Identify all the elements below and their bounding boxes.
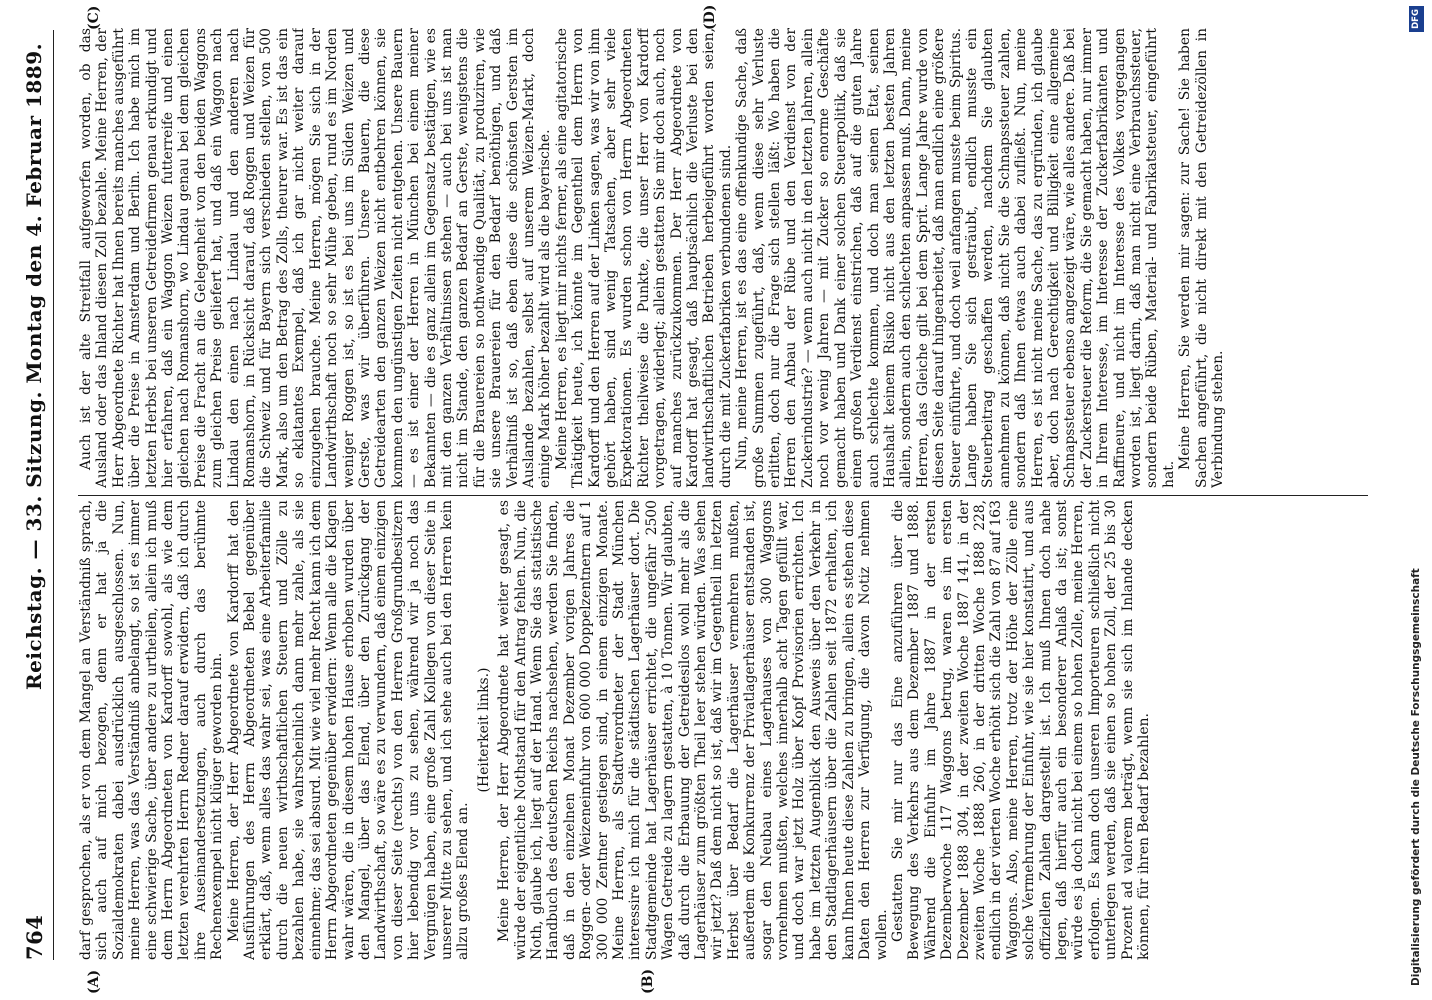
paragraph: Nun, meine Herren, ist es das eine offenkundige Sache, daß große Summen zugeführt, daß, wenn diese sehr Verluste erlitten, doch nur die Frage sich stellen läßt: Wo haben die Herren den Anbau der Rübe und den Verdienst von der Zuckerindustrie? — wenn auch nicht in den letzten Jahren, allein noch vor wenig Jahren — mit Zucker so enorme Geschäfte gemacht haben und Dank einer solchen Steuerpolitik, daß sie einen großen Verdienst einstrichen, daß auf die guten Jahre auch schlechte kommen, und doch man seinen Etat, seinen Haushalt keinem Risiko nicht aus den letzten besten Jahren allein, sondern auch den schlechten anpassen muß. Dann, meine Herren, das Gleiche gilt bei dem Sprit. Lange Jahre wurde von diesen Seite darauf hingearbeitet, daß man endlich eine größere Steuer einführte, und doch weil anfangen musste beim Spiritus. Lange haben Sie sich gesträubt, endlich musste ein Steuerbeitrag geschaffen werden, nachdem Sie glaubten annehmen zu können, daß nicht Sie die Schnapssteuer zahlen, sondern daß Ihnen etwas auch dabei zufließt. Nun, meine Herren, es ist nicht meine Sache, das zu ergründen, ich glaube aber, doch nach Gerechtigkeit und Billigkeit eine allgemeine Schnapssteuer ebenso angezeigt wäre, wie alles andere. Daß bei der Zuckersteuer die Reform, die Sie gemacht haben, nur immer in Ihrem Interesse, im Interesse der Zuckerfabrikanten und Raffineure, und nicht im Interesse des Volkes vorgegangen worden ist, liegt darin, daß man nicht eine Verbrauchssteuer, sondern beide Rüben, Material- und Fabrikatsteuer, eingeführt hat.	[734, 28, 1177, 488]
paragraph: Meine Herren, es liegt mir nichts ferner, als eine agitatorische Thätigkeit heute, ich könnte im Gegentheil dem Herrn von Kardorff und den Herren auf der Linken sagen, was wir von ihm gehört haben, sind wenig Tatsachen, aber sehr viele Expektorationen. Es wurden schon von Herrn Abgeordneten Richter theilweise die Punkte, die unser Herr von Kardorff vorgetragen, widerlegt; allein gestatten Sie mir doch auch, noch auf manches zurückzukommen. Der Herr Abgeordnete von Kardorff hat gesagt, daß hauptsächlich die Verluste bei den landwirthschaftlichen Betrieben herbeigeführt worden seien, durch die mit Zuckerfabriken verbundenen sind.	[553, 28, 734, 488]
left-column	[78, 500, 1368, 960]
paragraph: Meine Herren, Sie werden mir sagen: zur Sache! Sie haben Sachen angeführt, die nicht direkt mit den Getreidezöllen in Verbindung stehen.	[1177, 28, 1227, 488]
margin-marker-b: (B)	[640, 968, 656, 994]
paragraph: Meine Herren, der Herr Abgeordnete hat weiter gesagt, es würde der eigentliche Nothstand für den Antrag fehlen. Nun, die Noth, glaube ich, liegt auf der Hand. Wenn Sie das statistische Handbuch des deutschen Reichs nachsehen, werden Sie finden, daß in den einzelnen Monat Dezember vorigen Jahres die Roggen- oder Weizeneinfuhr von 600 000 Doppelzentnern auf 1 300 000 Zentner gestiegen sind, in einem einzigen Monate. Meine Herren, als Stadtverordneter der Stadt München interessire ich mich für die städtischen Lagerhäuser dort. Die Stadtgemeinde hat Lagerhäuser errichtet, die ungefähr 2500 Wagen Getreide zu lagern gestatten, à 10 Tonnen. Wir glaubten, daß durch die Erbauung der Getreidesilos wohl mehr als die Lagerhäuser zum größten Theil leer stehen würden. Was sehen wir jetzt? Daß dem nicht so ist, daß wir im Gegentheil im letzten Herbst über Bedarf die Lagerhäuser vermehren mußten, außerdem die Konkurrenz der Privatlagerhäuser entstanden ist, sogar den Neubau eines Lagerhauses von 300 Waggons vornehmen mußten, welches innerhalb acht Tagen gefüllt war, und doch war jetzt Holz über Kopf Provisorien errichten. Ich habe im letzten Augenblick den Ausweis über den Verkehr in den Stadtlagerhäusern über die Zahlen seit 1872 erhalten, ich kann Ihnen heute diese Zahlen zu bringen, allein es stehen diese Daten den Herren zur Verfügung, die davon Notiz nehmen wollen.	[496, 500, 890, 960]
dfg-logo: DFG	[1409, 6, 1424, 32]
paragraph: Meine Herren, der Herr Abgeordnete von Kardorff hat den Ausführungen des Herrn Abgeordneten Bebel gegenüber erklärt, daß, wenn alles das wahr sei, was eine Arbeiterfamilie durch die neuen wirthschaftlichen Steuern und Zölle zu bezahlen habe, sie wahrscheinlich dann mehr zahle, als sie einnehme; das sei absurd. Mit wie viel mehr Recht kann ich dem Herrn Abgeordneten gegenüber erwidern: Wenn alle die Klagen wahr wären, die in diesem hohen Hause erhoben wurden über den Mangel, über das Elend, über den Zurückgang der Landwirthschaft, so wäre es zu verwundern, daß einem einzigen von dieser Seite (rechts) von den Herren Großgrundbesitzern hier lebendig vor uns zu sehen, während wir ja noch das Vergnügen haben, eine große Zahl Kollegen von dieser Seite in unserer Mitte zu sehen, und ich sehe auch bei den Herren kein allzu großes Elend an.	[225, 500, 472, 960]
digitization-footer	[1408, 0, 1428, 1000]
right-column	[78, 28, 1368, 488]
margin-marker-c: (C)	[86, 5, 102, 30]
page-header	[16, 30, 56, 960]
header-rule	[53, 30, 54, 960]
paragraph: darf gesprochen, als er von dem Mangel an Verständniß sprach, sich auch auf mich bezogen, denn er hat ja die Sozialdemokraten dabei ausdrücklich ausgeschlossen. Nun, meine Herren, was das Verständniß anbelangt, so ist es immer eine schwierige Sache, über andere zu urtheilen, allein ich muß dem Herrn Abgeordneten von Kardorff sowohl, als wie dem letzten verehrten Herrn Redner darauf erwidern, daß ich durch ihre Auseinandersetzungen, auch durch das berühmte Rechenexempel nicht klüger geworden bin.	[78, 500, 226, 960]
paragraph: Auch ist der alte Streitfall aufgeworfen worden, ob das Ausland oder das Inland diesen Zoll bezahle. Meine Herren, der Herr Abgeordnete Richter hat Ihnen bereits manches ausgeführt über die Preise in Amsterdam und Berlin. Ich habe mich im letzten Herbst bei unseren Getreidefirmen genau erkundigt und hier erfahren, daß ein Waggon Weizen futterreife und einen gleichen nach Romanshorn, wo Lindau genau bei dem gleichen Preise die Fracht an die Gelegenheit von den beiden Waggons zum gleichen Preise geliefert hat, und daß ein Waggon nach Lindau den einen nach Lindau und den anderen nach Romanshorn, in Rücksicht darauf, daß Roggen und Weizen für die Schweiz und für Bayern sich verschieden stellen, von 500 Mark, also um den Betrag des Zolls, theurer war. Es ist das ein so eklatantes Exempel, daß ich gar nicht weiter darauf einzugehen brauche. Meine Herren, mögen Sie sich in der Landwirthschaft noch so sehr Mühe geben, rund es im Norden weniger Roggen ist, so ist es bei uns im Süden Weizen und Gerste, was wir überführen. Unsere Bauern, die diese Getreidearten den ganzen Weizen nicht entbehren können, sie kommen den ungünstigen Zeiten nicht entgehen. Unsere Bauern — es ist einer der Herren in München bei einem meiner Bekannten — die es ganz allein im Gegensatz bestätigen, wie es mit den ganzen Verhältnissen stehen — auch bei uns ist man nicht im Stande, den ganzen Bedarf an Gerste, wenigstens die für die Brauereien so nothwendige Qualität, zu produziren, wie sie unsere Brauereien für den Bedarf benöthigen, und daß Verhältniß ist so, daß eben diese die schönsten Gersten im Auslande bezahlen, selbst auf unserem Weizen-Markt, doch einige Mark höher bezahlt wird als die bayerische.	[78, 28, 554, 488]
running-title: Reichstag. — 33. Sitzung. Montag den 4. Februar 1889.	[22, 42, 46, 690]
margin-marker-a: (A)	[86, 969, 102, 994]
interjection: (Heiterkeit links.)	[475, 667, 492, 793]
paragraph: Gestatten Sie mir nur das Eine anzuführen über die Bewegung des Verkehrs aus dem Dezember 1887 und 1888. Während die Einfuhr im Jahre 1887 in der ersten Dezemberwoche 117 Waggons betrug, waren es im ersten Dezember 1888 304, in der zweiten Woche 1887 141, in der zweiten Woche 1888 260, in der dritten Woche 1888 228, endlich in der vierten Woche erhöht sich die Zahl von 87 auf 163 Waggons. Also, meine Herren, trotz der Höhe der Zölle eine solche Vermehrung der Einfuhr, wie sie hier konstatirt, und aus offiziellen Zahlen dargestellt ist. Ich muß Ihnen doch nahe legen, daß hierfür auch ein besonderer Anlaß da ist; sonst würde es ja doch nicht bei einem so hohen Zolle, meine Herren, erfolgen. Es kann doch unseren Importeuren schließlich nicht unterlegen werden, daß sie einen so hohen Zoll, der 25 bis 30 Prozent ad valorem beträgt, wenn sie sich im Inlande decken können, für ihren Bedarf bezahlen.	[889, 500, 1152, 960]
margin-marker-d: (D)	[702, 4, 718, 30]
funding-credit: Digitalisierung gefördert durch die Deutsche Forschungsgemeinschaft	[1410, 568, 1422, 986]
page-number: 764	[22, 914, 47, 960]
column-divider	[78, 495, 1368, 496]
